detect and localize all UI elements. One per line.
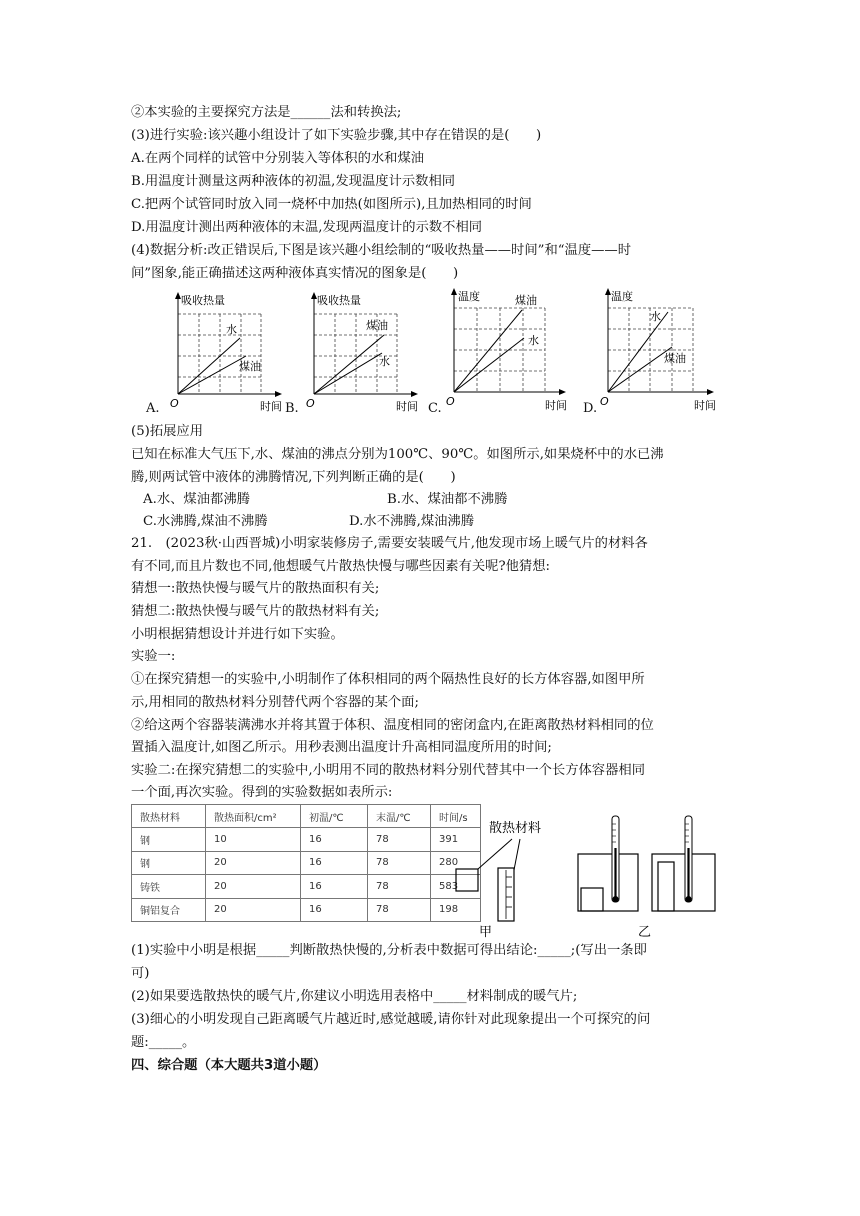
table-header-cell: 末温/℃ xyxy=(368,805,431,828)
table-row xyxy=(132,875,481,898)
origin-label: O xyxy=(170,397,179,410)
figure-jia xyxy=(450,812,562,940)
text-line: 小明根据猜想设计并进行如下实验。 xyxy=(131,627,344,642)
table-header-cell: 时间/s xyxy=(431,805,481,828)
table-cell: 铜铝复合 xyxy=(132,898,206,921)
origin-label: O xyxy=(600,395,609,408)
graph-b xyxy=(304,290,426,414)
text-line: 可) xyxy=(131,966,150,981)
material-label: 散热材料 xyxy=(489,821,542,836)
table-cell: 20 xyxy=(206,898,301,921)
table-row xyxy=(132,898,481,921)
option-c-label: C. xyxy=(428,401,442,416)
table-cell: 20 xyxy=(206,851,301,874)
option-b-label: B. xyxy=(285,401,299,416)
x-axis-label: 时间 xyxy=(396,400,418,413)
text-line: 置插入温度计,如图乙所示。用秒表测出温度计升高相同温度所用的时间; xyxy=(131,740,552,755)
table-cell: 280 xyxy=(431,851,481,874)
table-row xyxy=(132,851,481,874)
graph-c xyxy=(444,286,574,414)
figure-yi xyxy=(572,808,728,942)
table-cell: 78 xyxy=(368,898,431,921)
upper-line-label: 煤油 xyxy=(515,294,537,307)
upper-line-label: 水 xyxy=(226,323,237,336)
lower-line-label: 煤油 xyxy=(664,352,686,365)
text-line: (3)进行实验:该兴趣小组设计了如下实验步骤,其中存在错误的是( ) xyxy=(131,128,542,143)
option-a: A.水、煤油都沸腾 xyxy=(143,492,250,507)
text-line: (2)如果要选散热快的暖气片,你建议小明选用表格中_____材料制成的暖气片; xyxy=(131,989,578,1004)
y-axis-label: 温度 xyxy=(611,290,633,303)
text-line: 猜想一:散热快慢与暖气片的散热面积有关; xyxy=(131,581,380,596)
upper-line-label: 煤油 xyxy=(366,319,388,332)
section-heading: 四、综合题（本大题共3道小题） xyxy=(131,1058,327,1073)
table-cell: 391 xyxy=(431,828,481,851)
graph-d xyxy=(598,286,724,414)
text-line: A.在两个同样的试管中分别装入等体积的水和煤油 xyxy=(131,151,425,166)
table-cell: 198 xyxy=(431,898,481,921)
text-line: B.用温度计测量这两种液体的初温,发现温度计示数相同 xyxy=(131,174,456,189)
text-line: 有不同,而且片数也不同,他想暖气片散热快慢与哪些因素有关呢?他猜想: xyxy=(131,559,550,574)
option-b: B.水、煤油都不沸腾 xyxy=(387,492,508,507)
table-cell: 钢 xyxy=(132,828,206,851)
table-cell: 铸铁 xyxy=(132,875,206,898)
x-axis-label: 时间 xyxy=(545,399,567,412)
option-c: C.水沸腾,煤油不沸腾 xyxy=(143,514,268,529)
table-cell: 78 xyxy=(368,875,431,898)
table-cell: 16 xyxy=(301,898,368,921)
text-line: 猜想二:散热快慢与暖气片的散热材料有关; xyxy=(131,604,380,619)
x-axis-label: 时间 xyxy=(694,399,716,412)
label-yi: 乙 xyxy=(638,925,652,940)
graph-a xyxy=(168,290,290,414)
text-line: 实验二:在探究猜想二的实验中,小明用不同的散热材料分别代替其中一个长方体容器相同 xyxy=(131,763,645,778)
upper-line-label: 水 xyxy=(650,310,661,323)
text-line: 腾,则两试管中液体的沸腾情况,下列判断正确的是( ) xyxy=(131,470,456,485)
text-line: ②本实验的主要探究方法是______法和转换法; xyxy=(131,105,402,120)
y-axis-label: 温度 xyxy=(458,290,480,303)
text-line: C.把两个试管同时放入同一烧杯中加热(如图所示),且加热相同的时间 xyxy=(131,197,532,212)
y-axis-label: 吸收热量 xyxy=(317,294,361,307)
lower-line-label: 水 xyxy=(528,334,539,347)
table-row xyxy=(132,828,481,851)
table-header-row xyxy=(132,805,481,828)
option-d: D.水不沸腾,煤油沸腾 xyxy=(349,514,475,529)
experiment-data-table xyxy=(131,804,481,922)
option-a-label: A. xyxy=(146,401,160,416)
table-header-cell: 初温/℃ xyxy=(301,805,368,828)
table-cell: 16 xyxy=(301,828,368,851)
text-line: D.用温度计测出两种液体的末温,发现两温度计的示数不相同 xyxy=(131,220,483,235)
text-line: 题:_____。 xyxy=(131,1035,196,1050)
table-cell: 78 xyxy=(368,828,431,851)
text-line: 示,用相同的散热材料分别替代两个容器的某个面; xyxy=(131,695,419,710)
label-jia: 甲 xyxy=(479,925,493,940)
text-line: 间”图象,能正确描述这两种液体真实情况的图象是( ) xyxy=(131,266,459,281)
table-header-cell: 散热面积/cm² xyxy=(206,805,301,828)
table-cell: 583 xyxy=(431,875,481,898)
section5-title: (5)拓展应用 xyxy=(131,424,204,439)
table-header-cell: 散热材料 xyxy=(132,805,206,828)
table-cell: 20 xyxy=(206,875,301,898)
x-axis-label: 时间 xyxy=(260,400,282,413)
table-cell: 78 xyxy=(368,851,431,874)
text-line: (4)数据分析:改正错误后,下图是该兴趣小组绘制的“吸收热量——时间”和“温度——时 xyxy=(131,243,632,258)
origin-label: O xyxy=(446,395,455,408)
text-line: 21. (2023秋·山西晋城)小明家装修房子,需要安装暖气片,他发现市场上暖气片的材料各 xyxy=(131,536,648,551)
y-axis-label: 吸收热量 xyxy=(181,294,225,307)
lower-line-label: 水 xyxy=(379,355,390,368)
origin-label: O xyxy=(306,397,315,410)
text-line: (3)细心的小明发现自己距离暖气片越近时,感觉越暖,请你针对此现象提出一个可探究的问 xyxy=(131,1012,651,1027)
lower-line-label: 煤油 xyxy=(239,360,261,373)
text-line: 一个面,再次实验。得到的实验数据如表所示: xyxy=(131,785,393,800)
option-d-label: D. xyxy=(583,401,598,416)
text-line: 已知在标准大气压下,水、煤油的沸点分别为100℃、90℃。如图所示,如果烧杯中的水已沸 xyxy=(131,447,664,462)
table-cell: 10 xyxy=(206,828,301,851)
table-cell: 16 xyxy=(301,875,368,898)
text-line: ①在探究猜想一的实验中,小明制作了体积相同的两个隔热性良好的长方体容器,如图甲所 xyxy=(131,672,645,687)
text-line: ②给这两个容器装满沸水并将其置于体积、温度相同的密闭盒内,在距离散热材料相同的位 xyxy=(131,718,654,733)
text-line: (1)实验中小明是根据_____判断散热快慢的,分析表中数据可得出结论:_____;(写出一条即 xyxy=(131,943,647,958)
table-cell: 16 xyxy=(301,851,368,874)
text-line: 实验一: xyxy=(131,649,176,664)
table-cell: 钢 xyxy=(132,851,206,874)
